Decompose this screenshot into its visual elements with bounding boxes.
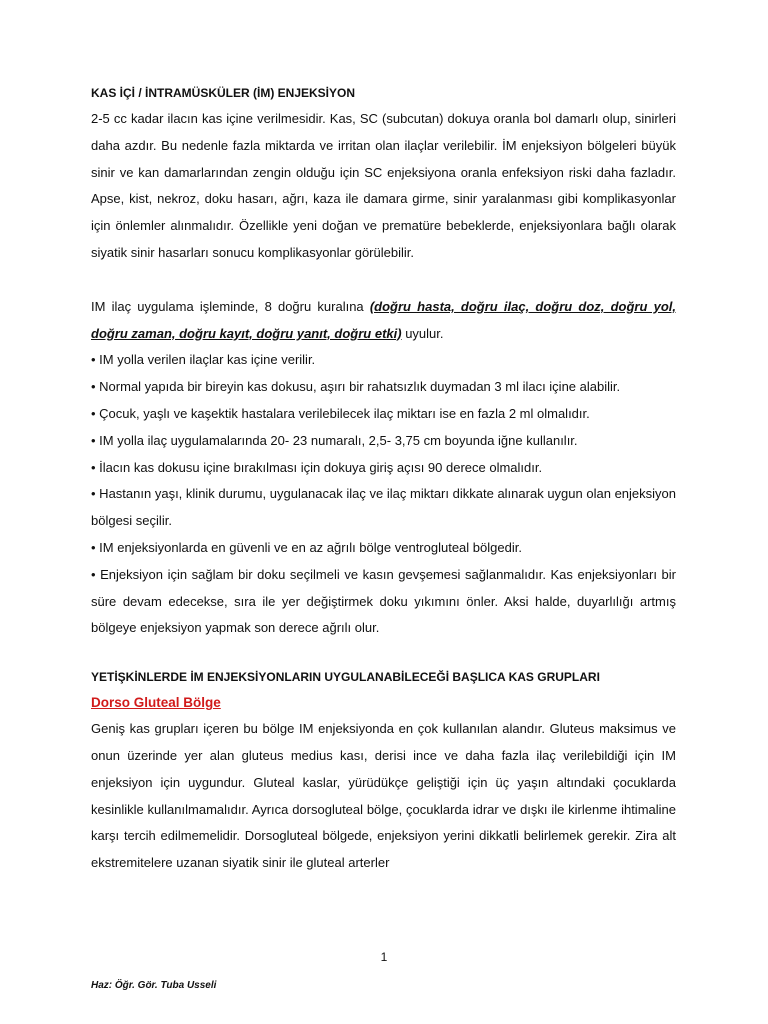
rule-suffix: uyulur. (401, 325, 444, 341)
bullet-item: • IM enjeksiyonlarda en güvenli ve en az ağrılı bölge ventrogluteal bölgedir. (91, 539, 522, 555)
section-title-im-injection: KAS İÇİ / İNTRAMÜSKÜLER (İM) ENJEKSİYON (91, 86, 356, 100)
section-title-muscle-groups: YETİŞKİNLERDE İM ENJEKSİYONLARIN UYGULANABİLECEĞİ BAŞLICA KAS GRUPLARI (91, 670, 600, 685)
document-page (91, 80, 676, 877)
intro-paragraph: 2-5 cc kadar ilacın kas içine verilmesidir. Kas, SC (subcutan) dokuya oranla bol damarlı olup, sinirleri daha azdır. Bu nedenle fazla miktarda ve irritan olan ilaçlar verilebilir. İM enjeksiyon bölgeleri büyük sinir ve kan damarlarından zengin olduğu için SC enjeksiyona oranla enfeksiyon riski daha fazladır. Apse, kist, nekroz, doku hasarı, ağrı, kaza ile damara girme, sinir yaralanması gibi komplikasyonlar için önlemler alınmalıdır. Özellikle yeni doğan ve prematüre bebeklerde, enjeksiyonlara bağlı olarak siyatik sinir hasarları sonucu komplikasyonlar görülebilir. (91, 111, 676, 260)
dorso-gluteal-paragraph: Geniş kas grupları içeren bu bölge IM enjeksiyonda en çok kullanılan alandır. Gluteus maksimus ve onun üzerinde yer alan gluteus medius kası, derisi ince ve daha fazla ilaç verilebildiği için IM enjeksiyon için uygundur. Gluteal kaslar, yürüdükçe geliştiği için üç yaşın altındaki çocuklarda kesinlikle kullanılmamalıdır. Ayrıca dorsogluteal bölge, çocuklarda idrar ve dışkı ile kirlenme ihtimaline karşı tercih edilmemelidir. Dorsogluteal bölgede, enjeksiyon yerini dikkatli belirlemek gerekir. Zira alt ekstremitelere uzanan siyatik sinir ile gluteal arterler (91, 721, 676, 871)
rule-list-emphasis: (doğru hasta, doğru ilaç, doğru doz, doğru yol, doğru zaman, doğru kayıt, doğru yanıt, doğru etki) (91, 298, 676, 341)
bullet-item: • İlacın kas dokusu içine bırakılması için dokuya giriş açısı 90 derece olmalıdır. (91, 459, 543, 475)
bullet-item: • IM yolla ilaç uygulamalarında 20- 23 numaralı, 2,5- 3,75 cm boyunda iğne kullanılır. (91, 432, 578, 448)
rule-prefix: IM ilaç uygulama işleminde, 8 doğru kuralına (91, 298, 370, 314)
spacer (91, 642, 676, 664)
subsection-title-dorso-gluteal: Dorso Gluteal Bölge (91, 695, 221, 711)
bullet-item: • Normal yapıda bir bireyin kas dokusu, aşırı bir rahatsızlık duymadan 3 ml ilacı içine alabilir. (91, 379, 621, 395)
eight-rules-paragraph (91, 294, 676, 348)
footer-author: Haz: Öğr. Gör. Tuba Usseli (91, 980, 217, 991)
bullet-item: • Hastanın yaşı, klinik durumu, uygulanacak ilaç ve ilaç miktarı dikkate alınarak uygun olan enjeksiyon bölgesi seçilir. (91, 486, 676, 529)
spacer (91, 267, 676, 294)
bullet-item: • Çocuk, yaşlı ve kaşektik hastalara verilebilecek ilaç miktarı ise en fazla 2 ml olmalıdır. (91, 405, 590, 421)
bullet-item: • Enjeksiyon için sağlam bir doku seçilmeli ve kasın gevşemesi sağlanmalıdır. Kas enjeksiyonları bir süre devam edecekse, sıra ile yer değiştirmek doku yıkımını önler. Aksi halde, duyarlılığı artmış bölgeye enjeksiyon yapmak son derece ağrılı olur. (91, 566, 676, 636)
page-number: 1 (380, 950, 388, 964)
bullet-item: • IM yolla verilen ilaçlar kas içine verilir. (91, 352, 316, 368)
